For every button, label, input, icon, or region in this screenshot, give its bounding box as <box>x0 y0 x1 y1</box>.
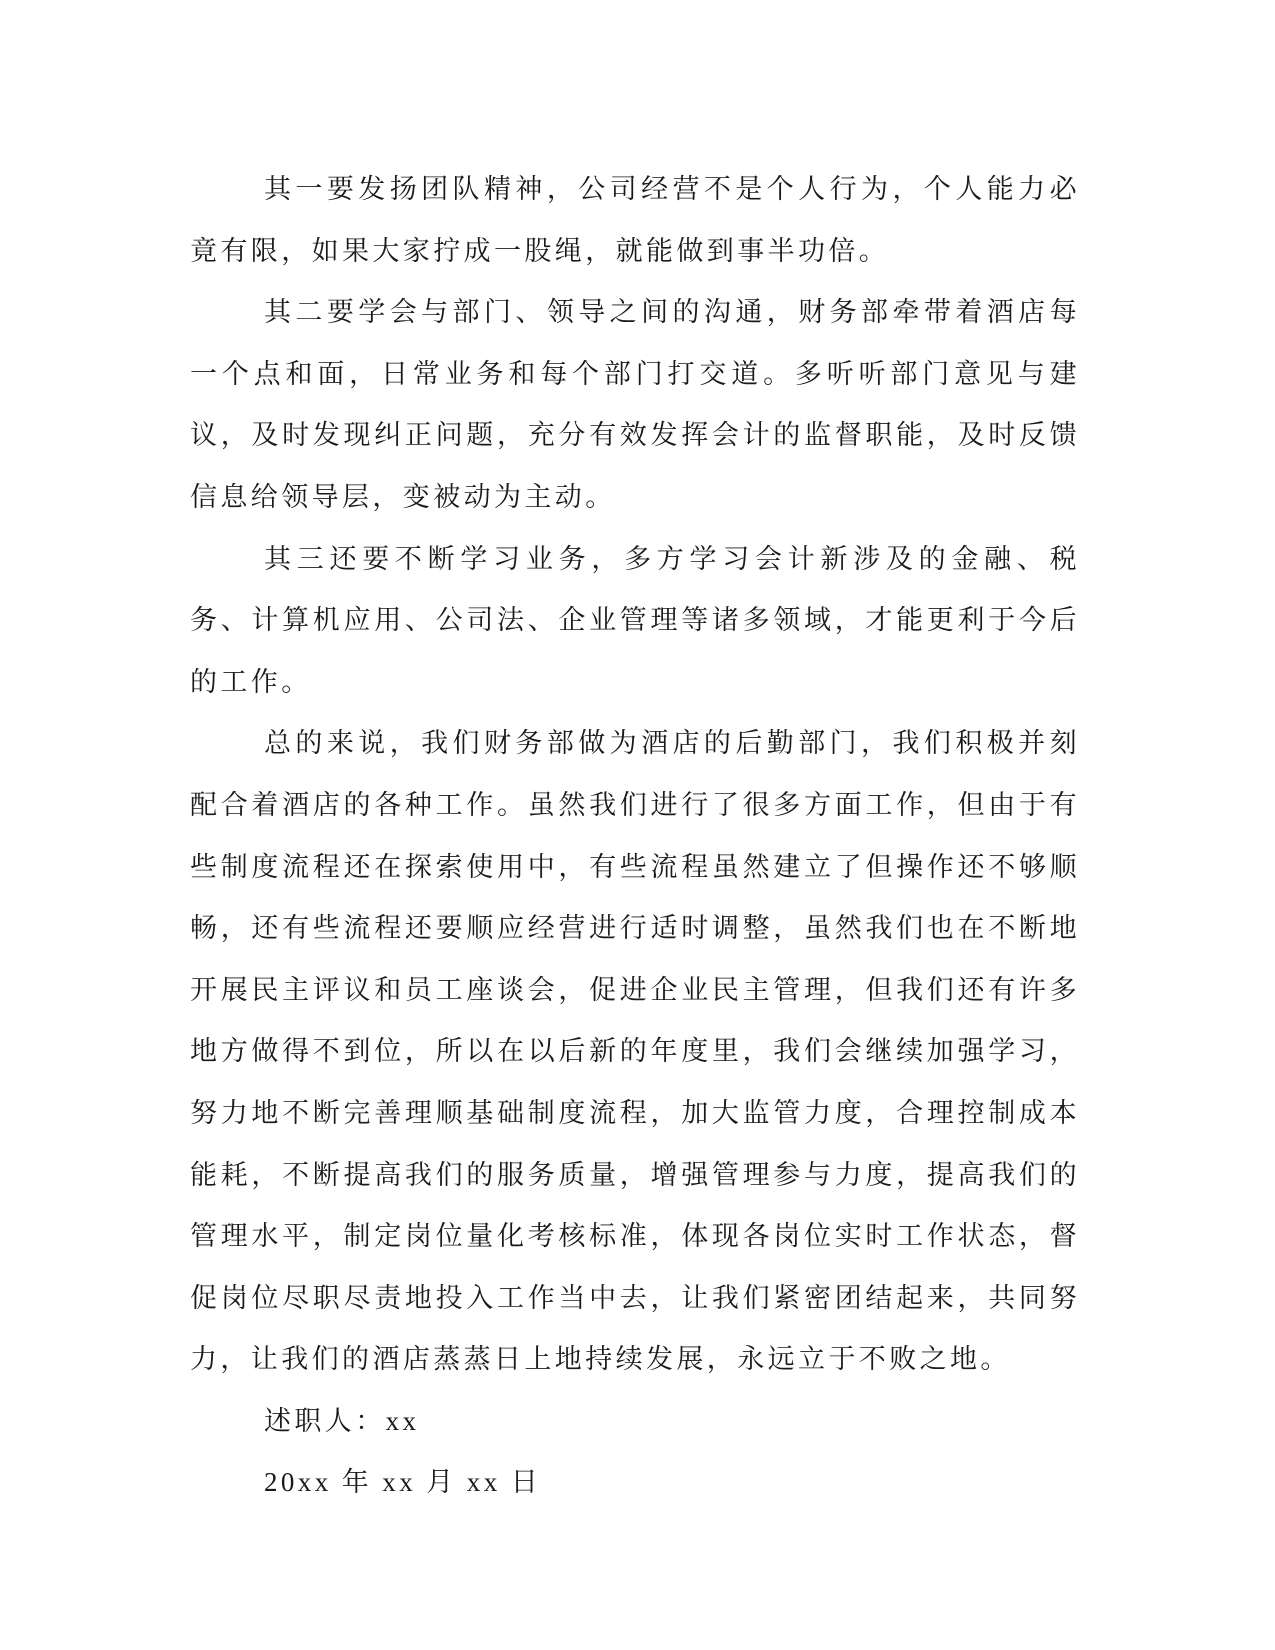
reporter-signature: 述职人：xx <box>264 1405 420 1436</box>
paragraph-learning: 其三还要不断学习业务，多方学习会计新涉及的金融、税务、计算机应用、公司法、企业管理等诸多领域，才能更利于今后的工作。 <box>190 543 1080 698</box>
document-body <box>190 159 1080 1514</box>
paragraph-teamwork: 其一要发扬团队精神，公司经营不是个人行为，个人能力必竟有限，如果大家拧成一股绳，就能做到事半功倍。 <box>190 174 1080 267</box>
paragraph-communication: 其二要学会与部门、领导之间的沟通，财务部牵带着酒店每一个点和面，日常业务和每个部门打交道。多听听部门意见与建议，及时发现纠正问题，充分有效发挥会计的监督职能，及时反馈信息给领导层，变被动为主动。 <box>190 297 1080 513</box>
report-date: 20xx 年 xx 月 xx 日 <box>264 1467 542 1498</box>
paragraph-summary: 总的来说，我们财务部做为酒店的后勤部门，我们积极并刻配合着酒店的各种工作。虽然我们进行了很多方面工作，但由于有些制度流程还在探索使用中，有些流程虽然建立了但操作还不够顺畅，还有些流程还要顺应经营进行适时调整，虽然我们也在不断地开展民主评议和员工座谈会，促进企业民主管理，但我们还有许多地方做得不到位，所以在以后新的年度里，我们会继续加强学习，努力地不断完善理顺基础制度流程，加大监管力度，合理控制成本能耗，不断提高我们的服务质量，增强管理参与力度，提高我们的管理水平，制定岗位量化考核标准，体现各岗位实时工作状态，督促岗位尽职尽责地投入工作当中去，让我们紧密团结起来，共同努力，让我们的酒店蒸蒸日上地持续发展，永远立于不败之地。 <box>190 728 1080 1376</box>
